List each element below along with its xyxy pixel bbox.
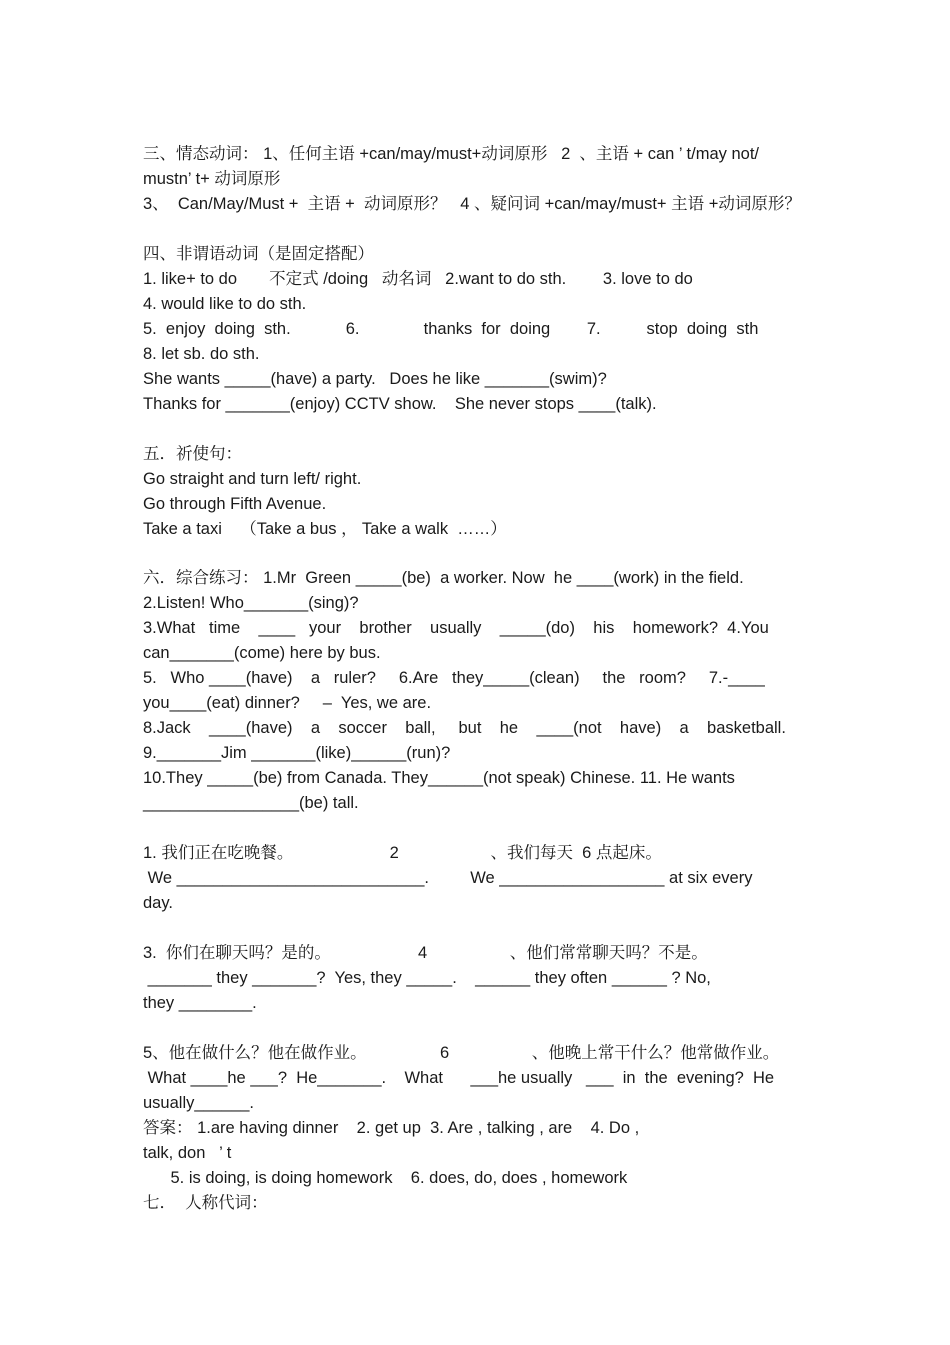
text-line: 8. let sb. do sth. [143,344,260,363]
paragraph-gap [143,816,855,841]
paragraph-gap [143,542,855,567]
text-line: day. [143,894,173,913]
text-line: Go straight and turn left/ right. [143,469,362,488]
text-line: We ___________________________. We __________________ at six every [143,869,753,888]
section-translation-1-2 [143,841,855,916]
section-heading-pronouns: 七． 人称代词： [143,1193,268,1212]
text-line: _________________(be) tall. [143,794,359,813]
paragraph-gap [143,916,855,941]
text-line: 9._______Jim _______(like)______(run)? [143,744,451,763]
text-line: 5. enjoy doing sth. 6. thanks for doing 7. stop doing sth [143,319,759,338]
text-line: 5、他在做什么？他在做作业。 6 、他晚上常干什么？他常做作业。 [143,1043,780,1062]
text-line: She wants _____(have) a party. Does he like _______(swim)? [143,369,607,388]
text-line: 1. 我们正在吃晚餐。 2 、我们每天 6 点起床。 [143,844,662,863]
text-line: can_______(come) here by bus. [143,644,381,663]
text-line: mustn’ t+ 动词原形 [143,170,281,188]
text-line: 4. would like to do sth. [143,294,307,313]
text-line: Thanks for _______(enjoy) CCTV show. She never stops ____(talk). [143,394,657,413]
text-line: 3.What time ____ your brother usually _____(do) his homework? 4.You [143,619,769,638]
section-exercises [143,566,855,816]
text-line: 8.Jack ____(have) a soccer ball, but he ____(not have) a basketball. [143,719,786,738]
answers-line: 5. is doing, is doing homework 6. does, do, does , homework [143,1168,628,1187]
text-line: 六．综合练习： 1.Mr Green _____(be) a worker. Now he ____(work) in the field. [143,569,744,588]
text-line: Go through Fifth Avenue. [143,494,327,513]
section-translation-5-6-answers [143,1041,855,1216]
text-line: usually______. [143,1093,255,1112]
text-line: 10.They _____(be) from Canada. They______(not speak) Chinese. 11. He wants [143,769,735,788]
text-line: 1. like+ to do 不定式 /doing 动名词 2.want to do sth. 3. love to do [143,269,693,288]
text-line: 2.Listen! Who_______(sing)? [143,594,359,613]
text-line: 三、情态动词： 1、任何主语 +can/may/must+动词原形 2 、主语 + can ’ t/may not/ [143,145,759,163]
text-line: What ____he ___? He_______. What ___he usually ___ in the evening? He [143,1068,775,1087]
section-translation-3-4 [143,941,855,1016]
text-line: 五．祈使句： [143,444,242,463]
section-non-finite-verbs [143,242,855,417]
text-line: Take a taxi （Take a bus ， Take a walk ……） [143,519,507,538]
text-line: they ________. [143,993,257,1012]
section-modal-verbs [143,142,855,217]
answers-line: talk, don ’ t [143,1143,232,1162]
paragraph-gap [143,217,855,242]
paragraph-gap [143,1016,855,1041]
text-line: 3、 Can/May/Must + 主语 + 动词原形？ 4 、疑问词 +can/may/must+ 主语 +动词原形？ [143,195,801,213]
text-line: 四、非谓语动词（是固定搭配） [143,244,374,263]
text-line: you____(eat) dinner? – Yes, we are. [143,694,432,713]
answers-line: 答案： 1.are having dinner 2. get up 3. Are , talking , are 4. Do , [143,1118,640,1137]
section-imperatives [143,442,855,542]
text-line: 3. 你们在聊天吗？是的。 4 、他们常常聊天吗？不是。 [143,943,708,962]
text-line: 5. Who ____(have) a ruler? 6.Are they_____(clean) the room? 7.-____ [143,669,765,688]
document-body [143,142,855,1216]
paragraph-gap [143,417,855,442]
text-line: _______ they _______? Yes, they _____. ______ they often ______ ? No, [143,968,711,987]
